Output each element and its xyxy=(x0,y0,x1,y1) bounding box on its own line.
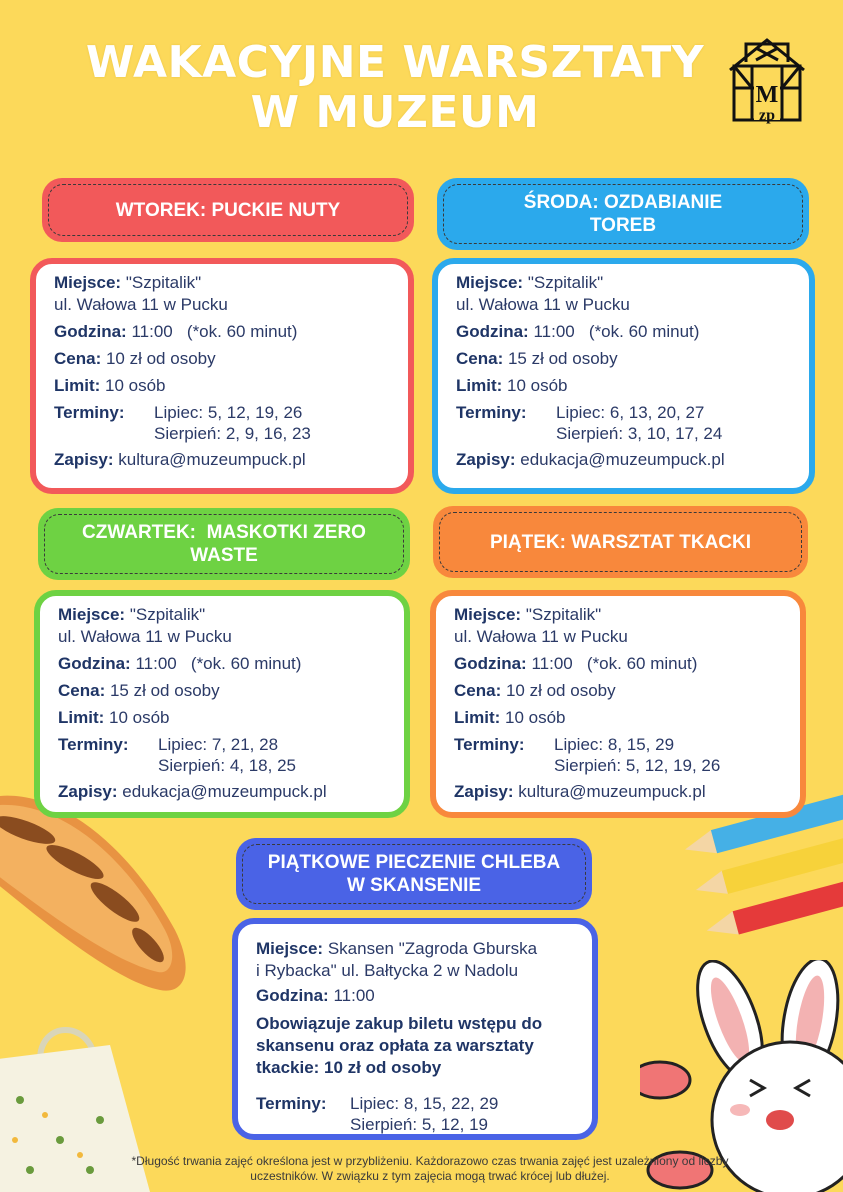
place-label: Miejsce: xyxy=(58,605,126,624)
place-value: "Szpitalik" xyxy=(527,273,604,292)
signup-label: Zapisy: xyxy=(58,782,118,801)
signup-label: Zapisy: xyxy=(454,782,514,801)
limit-label: Limit: xyxy=(58,708,105,727)
july-dates: Lipiec: 7, 21, 28 xyxy=(158,735,279,754)
hour-label: Godzina: xyxy=(54,322,127,341)
workshop-title: PIĄTKOWE PIECZENIE CHLEBA W SKANSENIE xyxy=(267,852,561,896)
july-dates: Lipiec: 8, 15, 29 xyxy=(554,735,675,754)
place-label: Miejsce: xyxy=(54,273,122,292)
dates-label: Terminy: xyxy=(54,403,125,422)
footnote: *Długość trwania zajęć określona jest w przybliżeniu. Każdorazowo czas trwania zajęć jest uzależniony od liczby uczestników. W związku z tym zajęcia mogą trwać krócej lub dłużej. xyxy=(131,1154,729,1183)
july-dates: Lipiec: 6, 13, 20, 27 xyxy=(556,403,705,422)
address-value: ul. Wałowa 11 w Pucku xyxy=(58,627,232,646)
place-value: "Szpitalik" xyxy=(125,273,202,292)
signup-label: Zapisy: xyxy=(54,450,114,469)
workshop-header-thursday xyxy=(38,508,410,580)
august-dates: Sierpień: 5, 12, 19 xyxy=(350,1115,488,1134)
hour-value: 11:00 (*ok. 60 minut) xyxy=(533,322,700,341)
place-value: "Szpitalik" xyxy=(129,605,206,624)
svg-text:M: M xyxy=(755,82,779,108)
price-value: 10 zł od osoby xyxy=(105,349,216,368)
ticket-notice: Obowiązuje zakup biletu wstępu do skansenu oraz opłata za warsztaty tkackie: 10 zł od osoby xyxy=(256,1014,543,1077)
hour-value: 11:00 xyxy=(333,986,375,1005)
building-logo-icon xyxy=(726,36,808,124)
workshop-card-wednesday xyxy=(432,258,815,494)
title-line-2: W MUZEUM xyxy=(250,87,540,138)
july-dates: Lipiec: 5, 12, 19, 26 xyxy=(154,403,303,422)
workshop-header-bread xyxy=(236,838,592,910)
workshop-header-tuesday xyxy=(42,178,414,242)
price-value: 15 zł od osoby xyxy=(507,349,618,368)
workshop-card-bread xyxy=(232,918,598,1140)
workshop-header-friday xyxy=(433,506,808,578)
dates-label: Terminy: xyxy=(456,403,527,422)
price-label: Cena: xyxy=(456,349,504,368)
limit-label: Limit: xyxy=(456,376,503,395)
place-label: Miejsce: xyxy=(456,273,524,292)
hour-value: 11:00 (*ok. 60 minut) xyxy=(135,654,302,673)
hour-label: Godzina: xyxy=(58,654,131,673)
limit-value: 10 osób xyxy=(105,376,166,395)
limit-value: 10 osób xyxy=(109,708,170,727)
hour-label: Godzina: xyxy=(256,986,329,1005)
limit-label: Limit: xyxy=(454,708,501,727)
signup-email[interactable]: kultura@muzeumpuck.pl xyxy=(118,450,306,469)
july-dates: Lipiec: 8, 15, 22, 29 xyxy=(350,1094,499,1113)
signup-email[interactable]: kultura@muzeumpuck.pl xyxy=(518,782,706,801)
dates-label: Terminy: xyxy=(256,1094,327,1113)
workshop-title: PIĄTEK: WARSZTAT TKACKI xyxy=(489,531,752,553)
limit-value: 10 osób xyxy=(505,708,566,727)
hour-value: 11:00 (*ok. 60 minut) xyxy=(131,322,298,341)
place-value: "Szpitalik" xyxy=(525,605,602,624)
bread-icon xyxy=(0,790,200,1000)
place-label: Miejsce: xyxy=(256,939,324,958)
signup-email[interactable]: edukacja@muzeumpuck.pl xyxy=(520,450,725,469)
hour-value: 11:00 (*ok. 60 minut) xyxy=(531,654,698,673)
hour-label: Godzina: xyxy=(456,322,529,341)
dates-label: Terminy: xyxy=(58,735,129,754)
price-label: Cena: xyxy=(54,349,102,368)
limit-label: Limit: xyxy=(54,376,101,395)
address-value: i Rybacka" ul. Bałtycka 2 w Nadolu xyxy=(256,961,519,980)
workshop-title: WTOREK: PUCKIE NUTY xyxy=(115,199,341,221)
august-dates: Sierpień: 4, 18, 25 xyxy=(158,756,296,775)
august-dates: Sierpień: 3, 10, 17, 24 xyxy=(556,424,723,443)
dates-label: Terminy: xyxy=(454,735,525,754)
workshop-card-thursday xyxy=(34,590,410,818)
price-label: Cena: xyxy=(58,681,106,700)
workshop-title: ŚRODA: OZDABIANIE TOREB xyxy=(523,192,723,236)
august-dates: Sierpień: 2, 9, 16, 23 xyxy=(154,424,311,443)
page-title xyxy=(60,38,730,138)
price-value: 10 zł od osoby xyxy=(505,681,616,700)
august-dates: Sierpień: 5, 12, 19, 26 xyxy=(554,756,721,775)
svg-text:zp: zp xyxy=(759,107,775,124)
hour-label: Godzina: xyxy=(454,654,527,673)
workshop-header-wednesday xyxy=(437,178,809,250)
workshop-card-friday xyxy=(430,590,806,818)
address-value: ul. Wałowa 11 w Pucku xyxy=(454,627,628,646)
limit-value: 10 osób xyxy=(507,376,568,395)
price-label: Cena: xyxy=(454,681,502,700)
address-value: ul. Wałowa 11 w Pucku xyxy=(456,295,630,314)
workshop-card-tuesday xyxy=(30,258,414,494)
workshop-title: CZWARTEK: MASKOTKI ZERO WASTE xyxy=(82,522,372,566)
place-label: Miejsce: xyxy=(454,605,522,624)
price-value: 15 zł od osoby xyxy=(109,681,220,700)
signup-email[interactable]: edukacja@muzeumpuck.pl xyxy=(122,782,327,801)
address-value: ul. Wałowa 11 w Pucku xyxy=(54,295,228,314)
place-value: Skansen "Zagroda Gburska xyxy=(327,939,538,958)
signup-label: Zapisy: xyxy=(456,450,516,469)
title-line-1: WAKACYJNE WARSZTATY xyxy=(85,37,705,88)
